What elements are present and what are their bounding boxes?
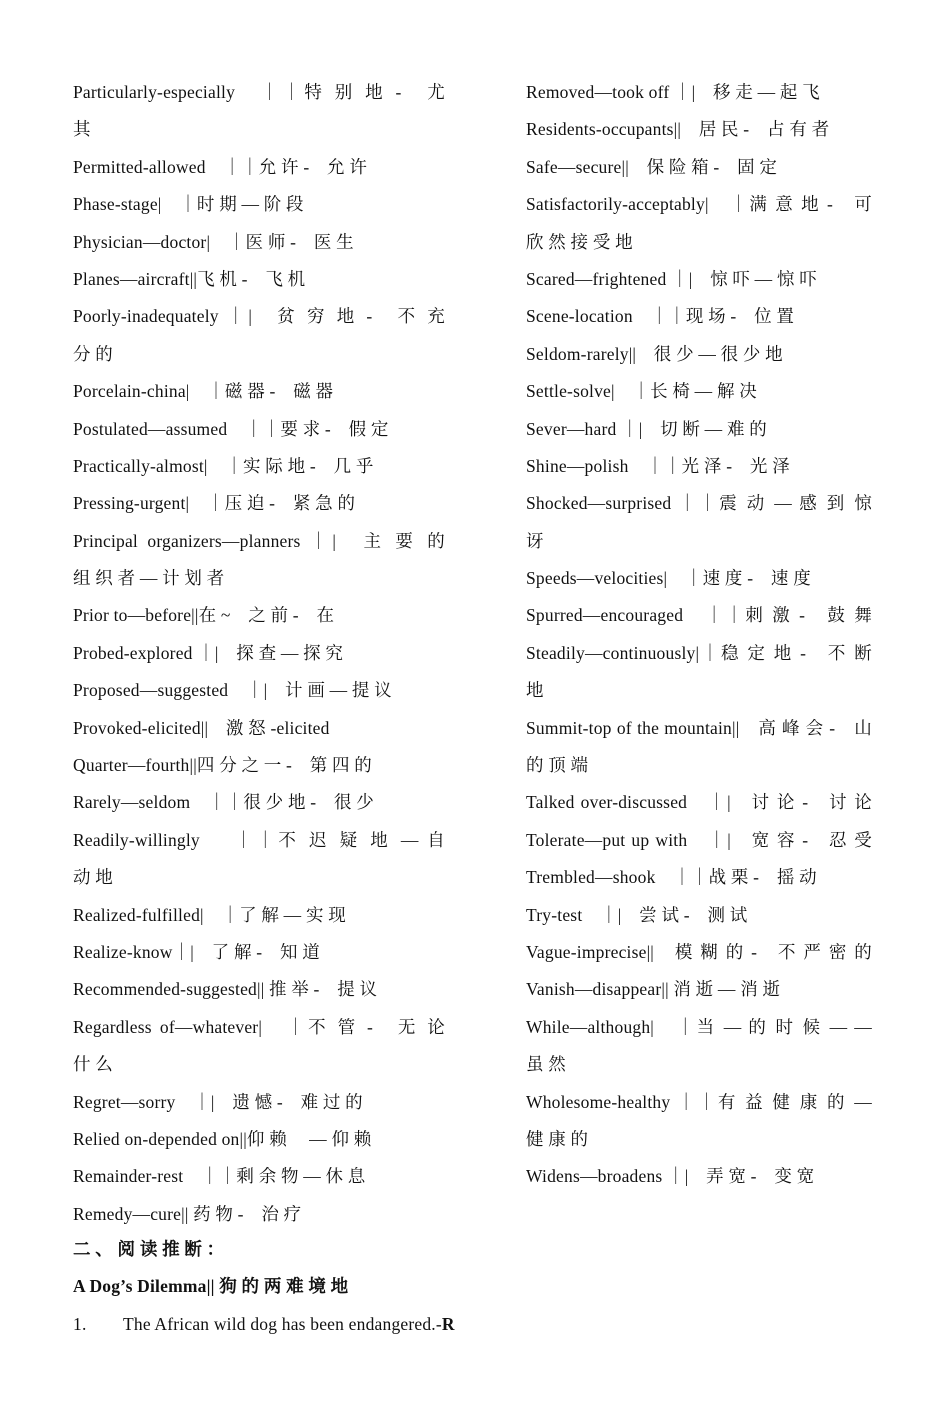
vocab-line: Vanish—disappear|| 消 逝 — 消 逝: [526, 979, 781, 1000]
vocab-line: Postulated—assumed ｜｜要 求 - 假 定: [73, 418, 389, 439]
vocab-line: 什 么: [73, 1054, 113, 1075]
vocab-line: Sever—hard ｜| 切 断 — 难 的: [526, 418, 767, 439]
vocab-line: Permitted-allowed ｜｜允 许 - 允 许: [73, 156, 368, 177]
vocab-line: Recommended-suggested|| 推 举 - 提 议: [73, 979, 378, 1000]
vocab-column-right: [526, 74, 872, 1196]
vocab-line: Proposed—suggested ｜| 计 画 — 提 议: [73, 680, 392, 701]
vocab-line: 其: [73, 119, 91, 140]
question-item: [73, 1306, 455, 1343]
passage-title: A Dog’s Dilemma|| 狗 的 两 难 境 地: [73, 1276, 349, 1297]
vocab-line: While—although| ｜当 — 的 时 候 — —: [526, 1016, 872, 1037]
vocab-line: Regardless of—whatever| ｜不 管 - 无 论: [73, 1016, 445, 1037]
vocab-line: Satisfactorily-acceptably| ｜满 意 地 - 可: [526, 194, 872, 215]
vocab-line: Provoked-elicited|| 激 怒 -elicited: [73, 717, 330, 738]
vocab-line: Spurred—encouraged ｜｜刺 激 - 鼓 舞: [526, 605, 872, 626]
vocab-line: Relied on-depended on||仰 赖 — 仰 赖: [73, 1128, 372, 1149]
question-number: 1.: [73, 1313, 87, 1334]
vocab-line: Settle-solve| ｜长 椅 — 解 决: [526, 381, 757, 402]
vocab-line: Particularly-especially ｜｜特 别 地 - 尤: [73, 82, 445, 102]
vocab-line: Principal organizers—planners ｜| 主 要 的: [73, 530, 445, 551]
vocab-line: Remedy—cure|| 药 物 - 治 疗: [73, 1203, 302, 1224]
vocab-line: 地: [526, 680, 544, 701]
vocab-line: 分 的: [73, 343, 113, 364]
vocab-line: Shine—polish ｜｜光 泽 - 光 泽: [526, 455, 790, 476]
question-text: The African wild dog has been endangered.-: [123, 1313, 442, 1334]
vocab-line: Speeds—velocities| ｜速 度 - 速 度: [526, 568, 811, 589]
vocab-line: Wholesome-healthy ｜｜有 益 健 康 的 —: [526, 1091, 872, 1112]
vocab-line: Prior to—before||在 ~ 之 前 - 在: [73, 605, 335, 626]
vocab-line: 的 顶 端: [526, 755, 589, 776]
vocab-line: Probed-explored ｜| 探 查 — 探 究: [73, 642, 344, 663]
vocab-line: Steadily—continuously|｜稳 定 地 - 不 断: [526, 642, 872, 663]
vocab-line: Readily-willingly ｜｜不 迟 疑 地 — 自: [73, 829, 445, 850]
vocab-line: 虽 然: [526, 1054, 566, 1075]
vocab-line: Try-test ｜| 尝 试 - 测 试: [526, 904, 748, 925]
vocab-line: Poorly-inadequately ｜| 贫 穷 地 - 不 充: [73, 306, 445, 327]
vocab-line: Removed—took off ｜| 移 走 — 起 飞: [526, 82, 820, 102]
vocab-line: 讶: [526, 530, 544, 551]
vocab-line: 动 地: [73, 867, 113, 888]
vocab-line: Realize-know｜| 了 解 - 知 道: [73, 941, 320, 962]
vocab-line: Rarely—seldom ｜｜很 少 地 - 很 少: [73, 792, 374, 813]
vocab-line: Trembled—shook ｜｜战 栗 - 摇 动: [526, 867, 817, 888]
vocab-line: Talked over-discussed ｜| 讨 论 - 讨 论: [526, 792, 872, 813]
vocab-line: Scared—frightened ｜| 惊 吓 — 惊 吓: [526, 268, 817, 289]
vocab-line: Phase-stage| ｜时 期 — 阶 段: [73, 194, 304, 215]
vocab-line: Vague-imprecise|| 模 糊 的 - 不 严 密 的: [526, 941, 872, 962]
vocab-line: Seldom-rarely|| 很 少 — 很 少 地: [526, 343, 783, 364]
vocab-line: 健 康 的: [526, 1128, 589, 1149]
vocab-line: Safe—secure|| 保 险 箱 - 固 定: [526, 156, 778, 177]
vocab-line: Porcelain-china| ｜磁 器 - 磁 器: [73, 381, 334, 402]
vocab-line: Regret—sorry ｜| 遗 憾 - 难 过 的: [73, 1091, 363, 1112]
vocab-line: Summit-top of the mountain|| 高 峰 会 - 山: [526, 717, 872, 738]
section-block: [73, 1231, 455, 1343]
vocab-line: Residents-occupants|| 居 民 - 占 有 者: [526, 119, 830, 140]
vocab-line: Scene-location ｜｜现 场 - 位 置: [526, 306, 795, 327]
vocab-line: Practically-almost| ｜实 际 地 - 几 乎: [73, 455, 374, 476]
vocab-line: Pressing-urgent| ｜压 迫 - 紧 急 的: [73, 493, 356, 514]
vocab-line: Physician—doctor| ｜医 师 - 医 生: [73, 231, 354, 252]
vocab-line: Planes—aircraft||飞 机 - 飞 机: [73, 268, 306, 289]
vocab-line: 组 织 者 — 计 划 者: [73, 568, 225, 589]
vocab-line: Quarter—fourth||四 分 之 一 - 第 四 的: [73, 755, 372, 776]
section-heading: 二 、 阅 读 推 断 ：: [73, 1239, 225, 1259]
vocab-line: Tolerate—put up with ｜| 宽 容 - 忍 受: [526, 829, 872, 850]
vocab-line: Remainder-rest ｜｜剩 余 物 — 休 息: [73, 1166, 366, 1187]
vocab-line: Widens—broadens ｜| 弄 宽 - 变 宽: [526, 1166, 815, 1187]
vocab-line: Shocked—surprised ｜｜震 动 — 感 到 惊: [526, 493, 872, 514]
vocab-line: 欣 然 接 受 地: [526, 231, 633, 252]
question-answer: R: [441, 1313, 455, 1334]
vocab-column-left: [73, 74, 445, 1233]
vocab-line: Realized-fulfilled| ｜了 解 — 实 现: [73, 904, 346, 925]
